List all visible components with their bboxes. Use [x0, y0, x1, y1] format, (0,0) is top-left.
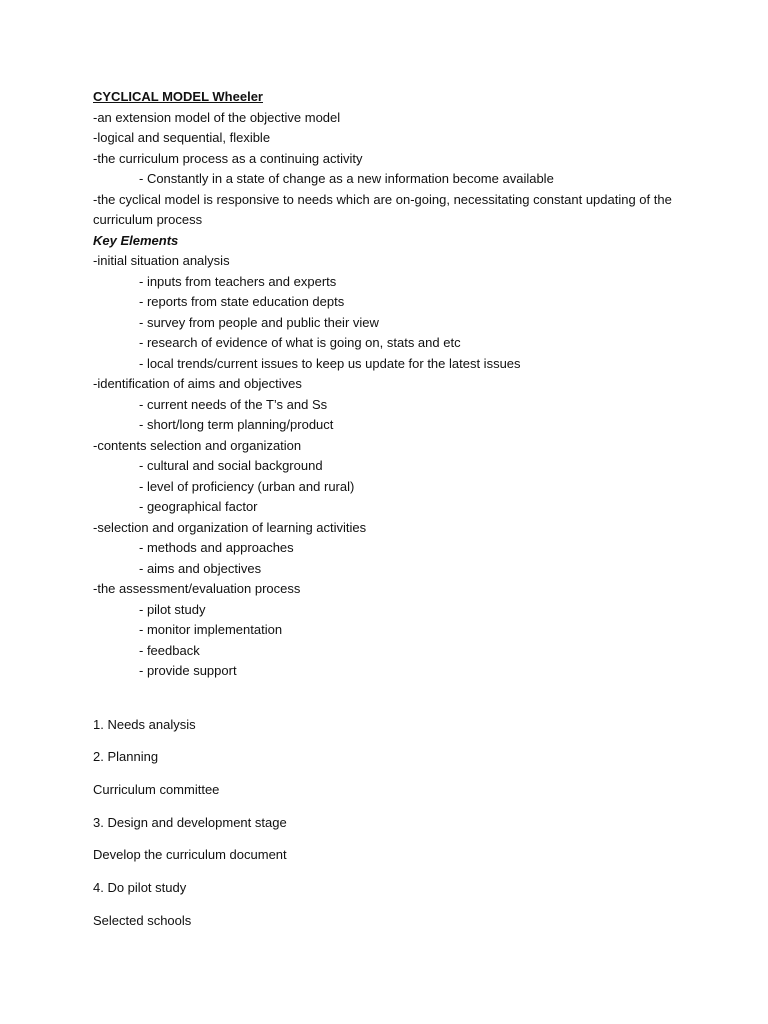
element-item: - geographical factor — [139, 499, 258, 514]
element-group-situation-analysis — [93, 251, 713, 374]
step-item: 1. Needs analysis — [93, 716, 196, 732]
element-item: - pilot study — [139, 601, 206, 617]
element-item: - current needs of the T’s and Ss — [139, 396, 328, 412]
step-item: 3. Design and development stage — [93, 814, 287, 830]
element-item: - reports from state education depts — [139, 294, 345, 309]
step-item: Selected schools — [93, 912, 192, 928]
steps-list — [93, 715, 713, 931]
element-item: - level of proficiency (urban and rural) — [139, 478, 355, 494]
intro-sub-item: - Constantly in a state of change as a new information become available — [139, 171, 554, 186]
intro-line: -the curriculum process as a continuing activity — [93, 150, 363, 166]
step-item: Curriculum committee — [93, 781, 220, 797]
element-item: - short/long term planning/product — [139, 417, 334, 432]
step-item: 2. Planning — [93, 749, 159, 765]
element-item: - inputs from teachers and experts — [139, 273, 337, 289]
element-label: -contents selection and organization — [93, 437, 302, 453]
responsive-line: -the cyclical model is responsive to needs which are on-going, necessitating constant updating of the curriculum process — [93, 191, 672, 227]
element-item: - feedback — [139, 642, 200, 658]
intro-line: -an extension model of the objective model — [93, 109, 341, 125]
element-item: - survey from people and public their view — [139, 314, 379, 330]
element-item: - methods and approaches — [139, 540, 294, 555]
element-item: - research of evidence of what is going on, stats and etc — [139, 335, 461, 350]
step-item: Develop the curriculum document — [93, 847, 287, 863]
document-title: CYCLICAL MODEL Wheeler — [93, 89, 263, 104]
element-group-aims-objectives — [93, 374, 713, 436]
element-item: - cultural and social background — [139, 458, 323, 473]
intro-line: -logical and sequential, flexible — [93, 130, 271, 145]
element-label: -selection and organization of learning activities — [93, 519, 367, 535]
key-elements-heading: Key Elements — [93, 232, 179, 248]
element-item: - aims and objectives — [139, 560, 262, 576]
element-group-contents-selection — [93, 436, 713, 518]
element-item: - local trends/current issues to keep us update for the latest issues — [139, 355, 521, 371]
document-body — [93, 87, 713, 943]
element-item: - provide support — [139, 663, 237, 678]
element-item: - monitor implementation — [139, 622, 283, 637]
element-label: -the assessment/evaluation process — [93, 581, 301, 596]
step-item: 4. Do pilot study — [93, 879, 187, 895]
element-group-learning-activities — [93, 518, 713, 580]
element-label: -identification of aims and objectives — [93, 376, 302, 391]
element-group-assessment — [93, 579, 713, 682]
element-label: -initial situation analysis — [93, 253, 230, 268]
